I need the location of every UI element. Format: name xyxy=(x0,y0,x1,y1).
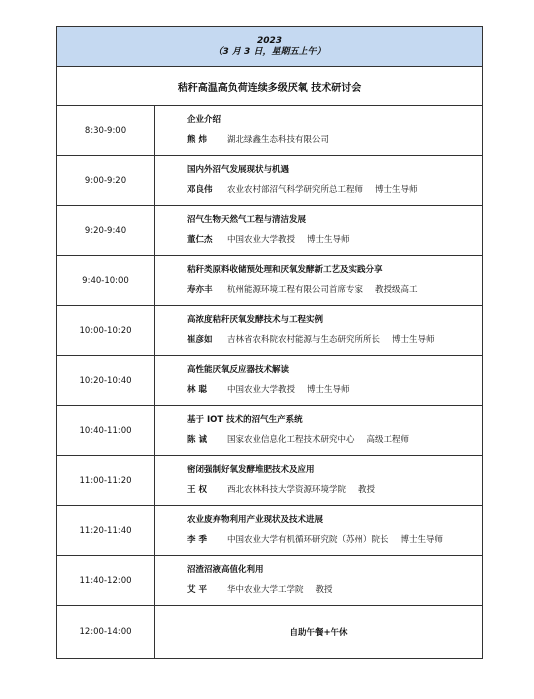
session-time: 10:40-11:00 xyxy=(57,406,155,456)
speaker-affiliation: 西北农林科技大学资源环境学院 xyxy=(227,485,347,495)
session-details xyxy=(155,206,483,256)
seminar-title: 秸秆高温高负荷连续多级厌氧 技术研讨会 xyxy=(57,67,483,106)
session-topic: 高浓度秸秆厌氧发酵技术与工程实例 xyxy=(187,315,324,325)
session-time: 10:20-10:40 xyxy=(57,356,155,406)
speaker-role: 博士生导师 xyxy=(375,185,418,195)
session-details xyxy=(155,356,483,406)
session-speaker-line xyxy=(187,234,482,247)
session-speaker-line xyxy=(187,334,482,347)
session-speaker-line xyxy=(187,434,482,447)
lunch-label: 自助午餐+午休 xyxy=(155,606,483,659)
speaker-affiliation: 吉林省农科院农村能源与生态研究所所长 xyxy=(227,335,381,345)
date-label: （3 月 3 日，星期五上午） xyxy=(213,46,326,57)
speaker-role: 教授级高工 xyxy=(375,285,418,295)
speaker-affiliation: 中国农业大学教授 xyxy=(227,235,296,245)
session-time: 9:20-9:40 xyxy=(57,206,155,256)
session-time: 10:00-10:20 xyxy=(57,306,155,356)
session-speaker-line xyxy=(187,534,482,547)
session-time: 11:40-12:00 xyxy=(57,556,155,606)
speaker-affiliation: 湖北绿鑫生态科技有限公司 xyxy=(227,135,330,145)
session-topic: 国内外沼气发展现状与机遇 xyxy=(187,165,290,175)
lunch-time: 12:00-14:00 xyxy=(57,606,155,659)
speaker-affiliation: 杭州能源环境工程有限公司首席专家 xyxy=(227,285,364,295)
speaker-role: 高级工程师 xyxy=(366,435,410,445)
session-details xyxy=(155,306,483,356)
session-details xyxy=(155,556,483,606)
agenda-sheet xyxy=(56,26,482,659)
session-details xyxy=(155,106,483,156)
speaker-affiliation: 农业农村部沼气科学研究所总工程师 xyxy=(227,185,364,195)
lunch-row xyxy=(57,606,483,659)
speaker-name: 崔彦如 xyxy=(187,335,213,345)
session-time: 9:00-9:20 xyxy=(57,156,155,206)
session-details xyxy=(155,506,483,556)
session-topic: 沼渣沼液高值化利用 xyxy=(187,565,264,575)
speaker-affiliation: 华中农业大学工学院 xyxy=(227,585,304,595)
speaker-name: 李 季 xyxy=(187,535,207,545)
session-row xyxy=(57,556,483,606)
title-row xyxy=(57,67,483,106)
session-speaker-line xyxy=(187,484,482,497)
session-row xyxy=(57,406,483,456)
speaker-affiliation: 中国农业大学有机循环研究院（苏州）院长 xyxy=(227,535,389,545)
session-row xyxy=(57,456,483,506)
session-row xyxy=(57,356,483,406)
session-topic: 企业介绍 xyxy=(187,115,222,125)
agenda-table xyxy=(56,26,483,659)
speaker-name: 董仁杰 xyxy=(187,235,213,245)
session-details xyxy=(155,456,483,506)
session-row xyxy=(57,306,483,356)
session-speaker-line xyxy=(187,384,482,397)
session-topic: 农业废弃物利用产业现状及技术进展 xyxy=(187,515,324,525)
speaker-affiliation: 中国农业大学教授 xyxy=(227,385,296,395)
speaker-role: 博士生导师 xyxy=(307,235,350,245)
session-time: 8:30-9:00 xyxy=(57,106,155,156)
session-details xyxy=(155,156,483,206)
session-topic: 秸秆类原料收储预处理和厌氧发酵新工艺及实践分享 xyxy=(187,265,383,275)
session-topic: 高性能厌氧反应器技术解读 xyxy=(187,365,290,375)
date-header-row xyxy=(57,27,483,67)
session-topic: 基于 IOT 技术的沼气生产系统 xyxy=(187,415,303,425)
speaker-role: 博士生导师 xyxy=(307,385,350,395)
speaker-name: 王 权 xyxy=(187,485,207,495)
session-topic: 沼气生物天然气工程与清洁发展 xyxy=(187,215,307,225)
session-row xyxy=(57,156,483,206)
speaker-role: 博士生导师 xyxy=(400,535,444,545)
session-speaker-line xyxy=(187,184,482,197)
speaker-name: 林 聪 xyxy=(187,385,207,395)
session-row xyxy=(57,506,483,556)
session-speaker-line xyxy=(187,134,482,147)
speaker-name: 陈 诚 xyxy=(187,435,207,445)
speaker-role: 博士生导师 xyxy=(392,335,435,345)
speaker-affiliation: 国家农业信息化工程技术研究中心 xyxy=(227,435,355,445)
session-time: 9:40-10:00 xyxy=(57,256,155,306)
speaker-role: 教授 xyxy=(358,485,376,495)
session-row xyxy=(57,106,483,156)
session-row xyxy=(57,206,483,256)
session-time: 11:20-11:40 xyxy=(57,506,155,556)
session-row xyxy=(57,256,483,306)
session-details xyxy=(155,256,483,306)
speaker-name: 艾 平 xyxy=(187,585,207,595)
speaker-name: 邓良伟 xyxy=(187,185,213,195)
date-header-cell xyxy=(57,27,483,67)
session-details xyxy=(155,406,483,456)
year-label: 2023 xyxy=(256,35,283,46)
speaker-name: 熊 炜 xyxy=(187,135,207,145)
session-speaker-line xyxy=(187,584,482,597)
session-time: 11:00-11:20 xyxy=(57,456,155,506)
session-topic: 密闭强制好氧发酵堆肥技术及应用 xyxy=(187,465,315,475)
session-speaker-line xyxy=(187,284,482,297)
speaker-name: 寿亦丰 xyxy=(187,285,213,295)
speaker-role: 教授 xyxy=(315,585,333,595)
